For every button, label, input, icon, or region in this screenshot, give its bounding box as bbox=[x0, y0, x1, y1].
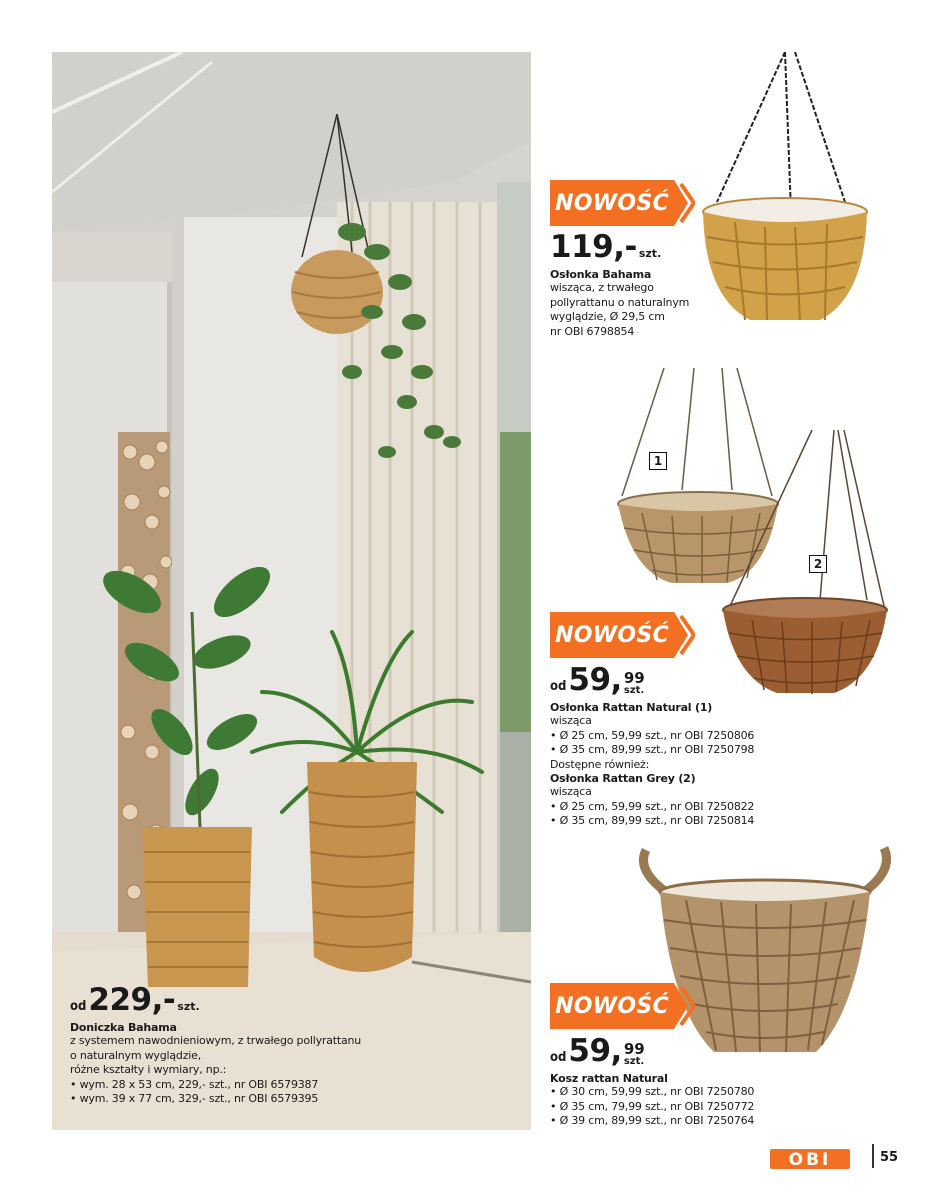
price-prefix: od bbox=[550, 679, 567, 694]
product-name: Osłonka Bahama bbox=[550, 268, 652, 281]
product-rattan-basket bbox=[550, 1033, 755, 1129]
price-row bbox=[70, 982, 361, 1018]
product-desc-line: nr OBI 6798854 bbox=[550, 324, 635, 338]
badge-label: NOWOŚĆ bbox=[555, 190, 669, 216]
footer-divider bbox=[872, 1144, 874, 1168]
price-cents-group bbox=[624, 671, 645, 696]
product-bahama-hanging bbox=[550, 229, 690, 339]
product-rattan-hanging bbox=[550, 662, 755, 829]
badge-label: NOWOŚĆ bbox=[555, 622, 669, 648]
product-desc-line: Dostępne również: bbox=[550, 757, 650, 771]
product-variant-line: • Ø 35 cm, 89,99 szt., nr OBI 7250814 bbox=[550, 814, 755, 827]
price-main: 59, bbox=[568, 662, 622, 698]
product-desc-line: wisząca bbox=[550, 714, 592, 727]
product-desc-line: o naturalnym wyglądzie, bbox=[70, 1048, 201, 1062]
product-variant-line: • wym. 28 x 53 cm, 229,- szt., nr OBI 6579387 bbox=[70, 1077, 319, 1091]
product-desc-line: z systemem nawodnieniowym, z trwałego pollyrattanu bbox=[70, 1034, 362, 1047]
price-row bbox=[550, 662, 754, 698]
price-unit: szt. bbox=[638, 247, 662, 260]
product-desc-line: pollyrattanu o naturalnym bbox=[550, 295, 690, 309]
price-cents: 99 bbox=[623, 669, 645, 687]
product-bahama-pot bbox=[70, 982, 362, 1107]
product-variant-line: • Ø 25 cm, 59,99 szt., nr OBI 7250822 bbox=[550, 799, 755, 813]
product-variant-line: • Ø 39 cm, 89,99 szt., nr OBI 7250764 bbox=[550, 1114, 755, 1127]
price-row bbox=[550, 229, 689, 265]
page-number: 55 bbox=[880, 1150, 899, 1165]
marker-2: 2 bbox=[809, 555, 827, 573]
lifestyle-photo bbox=[52, 52, 531, 1130]
product-name-alt: Osłonka Rattan Grey (2) bbox=[550, 772, 696, 785]
new-badge bbox=[550, 180, 695, 226]
price-cents-group bbox=[624, 1042, 645, 1067]
price-cents: 99 bbox=[623, 1040, 645, 1058]
price-prefix: od bbox=[550, 1050, 567, 1065]
product-desc-line: wyglądzie, Ø 29,5 cm bbox=[550, 310, 665, 323]
product-name: Kosz rattan Natural bbox=[550, 1072, 668, 1085]
product-desc-line: różne kształty i wymiary, np.: bbox=[70, 1063, 227, 1076]
price-unit: szt. bbox=[623, 1056, 645, 1067]
price-prefix: od bbox=[70, 999, 87, 1014]
product-desc-line: wisząca bbox=[550, 785, 592, 798]
interior-illustration bbox=[52, 52, 531, 1130]
product-desc-line: wisząca, z trwałego bbox=[550, 281, 654, 294]
product-variant-line: • Ø 25 cm, 59,99 szt., nr OBI 7250806 bbox=[550, 728, 755, 742]
product-variant-line: • Ø 35 cm, 79,99 szt., nr OBI 7250772 bbox=[550, 1099, 755, 1113]
price-main: 229,- bbox=[88, 982, 176, 1018]
price-main: 119,- bbox=[550, 229, 637, 265]
price-row bbox=[550, 1033, 754, 1069]
product-name: Osłonka Rattan Natural (1) bbox=[550, 701, 713, 714]
product-variant-line: • Ø 30 cm, 59,99 szt., nr OBI 7250780 bbox=[550, 1085, 755, 1098]
obi-logo bbox=[770, 1149, 850, 1169]
marker-1: 1 bbox=[649, 452, 667, 470]
product-variant-line: • wym. 39 x 77 cm, 329,- szt., nr OBI 6579395 bbox=[70, 1092, 319, 1105]
product-name: Doniczka Bahama bbox=[70, 1021, 177, 1034]
price-unit: szt. bbox=[623, 685, 645, 696]
price-main: 59, bbox=[568, 1033, 622, 1069]
new-badge bbox=[550, 983, 695, 1029]
product-variant-line: • Ø 35 cm, 89,99 szt., nr OBI 7250798 bbox=[550, 743, 755, 756]
price-unit: szt. bbox=[177, 1000, 200, 1013]
new-badge bbox=[550, 612, 695, 658]
bahama-hanging-image bbox=[695, 52, 875, 332]
badge-label: NOWOŚĆ bbox=[555, 993, 669, 1019]
obi-logo-text: OBI bbox=[788, 1150, 832, 1169]
